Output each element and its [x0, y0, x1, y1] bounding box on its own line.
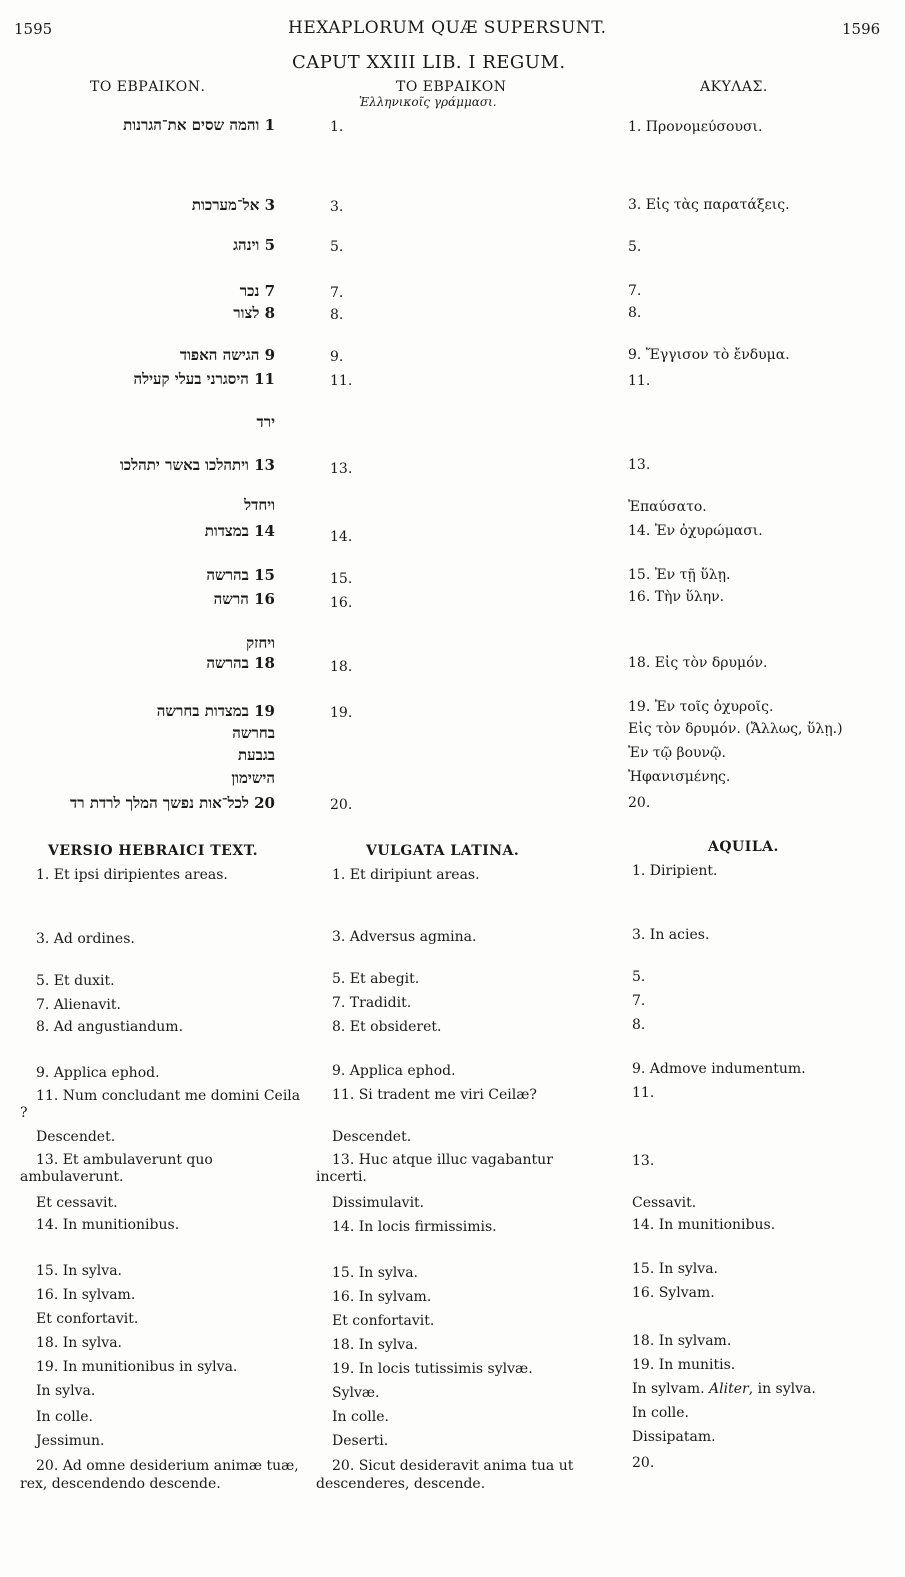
versio-line: Jessimun.: [36, 1433, 105, 1449]
hebrew-line: בגבעת: [237, 746, 275, 764]
aquila-greek-line: 7.: [628, 283, 642, 299]
chapter-title: CAPUT XXIII LIB. I REGUM.: [292, 52, 566, 73]
aquila-latin-text: In sylvam.: [632, 1381, 705, 1397]
aquila-latin-line: 11.: [632, 1085, 655, 1101]
hebrew-line: 14 במצדות: [204, 522, 275, 540]
aquila-greek-line: 3. Εἰς τὰς παρατάξεις.: [628, 197, 790, 213]
hebrew-line: בחרשה: [232, 724, 275, 742]
aquila-latin-line: 15. In sylva.: [632, 1261, 718, 1277]
vulgata-line: 11. Si tradent me viri Ceilæ?: [332, 1087, 537, 1103]
aquila-latin-line: 18. In sylvam.: [632, 1333, 732, 1349]
column-head-aquila-latin: AQUILA.: [708, 839, 779, 855]
hebrew-line: ירד: [256, 413, 275, 431]
aquila-greek-line: 9. Ἔγγισον τὸ ἔνδυμα.: [628, 347, 790, 363]
hebrew-line: 7 נכר: [239, 282, 275, 300]
verse-number: 14.: [330, 529, 353, 545]
hebrew-line: 1 והמה שסים את־הגרנות: [123, 116, 275, 134]
verse-number: 11.: [330, 373, 353, 389]
aquila-latin-line: 1. Diripient.: [632, 863, 718, 879]
versio-line: 19. In munitionibus in sylva.: [36, 1359, 238, 1375]
aquila-latin-line: 9. Admove indumentum.: [632, 1061, 806, 1077]
aquila-greek-line: Ἐπαύσατο.: [628, 499, 707, 515]
verse-number: 19.: [330, 705, 353, 721]
aquila-greek-line: 18. Εἰς τὸν δρυμόν.: [628, 655, 768, 671]
vulgata-line: 1. Et diripiunt areas.: [332, 867, 480, 883]
vulgata-line: 19. In locis tutissimis sylvæ.: [332, 1361, 533, 1377]
verse-number: 3.: [330, 199, 344, 215]
aquila-greek-line: 8.: [628, 305, 642, 321]
versio-line: In colle.: [36, 1409, 93, 1425]
aquila-greek-line: Ἠφανισμένης.: [628, 769, 731, 785]
aquila-latin-line: 20.: [632, 1455, 655, 1471]
versio-line: 20. Ad omne desiderium animæ tuæ, rex, descendendo descende.: [20, 1458, 299, 1492]
versio-line: 14. In munitionibus.: [36, 1217, 180, 1233]
column-head-translit: ΤΟ ΕΒΡΑΙΚΟΝ: [396, 79, 507, 95]
versio-line: 15. In sylva.: [36, 1263, 122, 1279]
hebrew-line: 16 הרשה: [213, 590, 275, 608]
versio-line: 9. Applica ephod.: [36, 1065, 160, 1081]
hebrew-line: 5 וינהג: [233, 236, 275, 254]
column-head-hebrew: ΤΟ ΕΒΡΑΙΚΟΝ.: [90, 79, 206, 95]
aquila-latin-italic: Aliter: [709, 1381, 749, 1397]
verse-number: 18.: [330, 659, 353, 675]
vulgata-line: Dissimulavit.: [332, 1195, 425, 1211]
verse-number: 16.: [330, 595, 353, 611]
aquila-latin-line: 8.: [632, 1017, 646, 1033]
hebrew-line: 11 היסגרני בעלי קעילה: [133, 370, 275, 388]
aquila-latin-line: Cessavit.: [632, 1195, 697, 1211]
verse-number: 9.: [330, 349, 344, 365]
aquila-greek-line: 19. Ἐν τοῖς ὀχυροῖς.: [628, 699, 774, 715]
versio-line: 11. Num concludant me domini Ceila ?: [20, 1088, 301, 1121]
hebrew-line: 8 לצור: [233, 304, 275, 322]
versio-line: Et confortavit.: [36, 1311, 139, 1327]
aquila-greek-line: 11.: [628, 373, 651, 389]
column-subhead-translit: Ἑλληνικοῖς γράμμασι.: [359, 95, 497, 109]
aquila-latin-line: 19. In munitis.: [632, 1357, 736, 1373]
versio-line: 8. Ad angustiandum.: [36, 1019, 184, 1035]
vulgata-line: 14. In locis firmissimis.: [332, 1219, 497, 1235]
verse-number: 8.: [330, 307, 344, 323]
versio-line: 1. Et ipsi diripientes areas.: [36, 867, 228, 883]
versio-line: 13. Et ambulaverunt quo ambulaverunt.: [20, 1152, 213, 1185]
aquila-greek-line: Εἰς τὸν δρυμόν. (Ἄλλως, ὕλῃ.): [628, 721, 843, 737]
vulgata-line: 16. In sylvam.: [332, 1289, 432, 1305]
verse-number: 7.: [330, 285, 344, 301]
hebrew-line: ויחזק: [246, 634, 275, 652]
vulgata-line: Et confortavit.: [332, 1313, 435, 1329]
hebrew-line: 18 בהרשה: [206, 654, 275, 672]
versio-line: In sylva.: [36, 1383, 96, 1399]
versio-line: Descendet.: [36, 1129, 116, 1145]
vulgata-line: In colle.: [332, 1409, 389, 1425]
hebrew-line: הישימון: [231, 769, 275, 787]
column-head-versio-hebraici: VERSIO HEBRAICI TEXT.: [48, 843, 259, 859]
vulgata-line: 9. Applica ephod.: [332, 1063, 456, 1079]
page-number-right: 1596: [842, 20, 881, 38]
hebrew-line: 19 במצדות בחרשה: [156, 702, 275, 720]
hebrew-line: 9 הגישה האפוד: [179, 346, 275, 364]
aquila-latin-line: In colle.: [632, 1405, 689, 1421]
aquila-latin-line: [632, 1382, 816, 1396]
vulgata-line: 20. Sicut desideravit anima tua ut descenderes, descende.: [316, 1458, 574, 1492]
vulgata-line: 13. Huc atque illuc vagabantur incerti.: [316, 1152, 553, 1185]
versio-line: 7. Alienavit.: [36, 997, 121, 1013]
vulgata-line: 15. In sylva.: [332, 1265, 418, 1281]
aquila-latin-line: 13.: [632, 1153, 655, 1169]
hebrew-line: 20 לכל־אות נפשך המלך לרדת רד: [70, 794, 275, 812]
running-title: HEXAPLORUM QUÆ SUPERSUNT.: [288, 18, 607, 38]
vulgata-line: 7. Tradidit.: [332, 995, 412, 1011]
versio-line: 3. Ad ordines.: [36, 931, 135, 947]
aquila-greek-line: Ἐν τῷ βουνῷ.: [628, 745, 726, 761]
verse-number: 13.: [330, 461, 353, 477]
hebrew-line: 3 אל־מערכות: [191, 196, 275, 214]
versio-line: 18. In sylva.: [36, 1335, 122, 1351]
vulgata-line: 3. Adversus agmina.: [332, 929, 477, 945]
vulgata-line: 5. Et abegit.: [332, 971, 420, 987]
column-head-vulgata: VULGATA LATINA.: [366, 843, 520, 859]
verse-number: 5.: [330, 239, 344, 255]
vulgata-line: Deserti.: [332, 1433, 389, 1449]
aquila-latin-line: 14. In munitionibus.: [632, 1217, 776, 1233]
hebrew-line: 13 ויתהלכו באשר יתהלכו: [119, 456, 275, 474]
verse-number: 20.: [330, 797, 353, 813]
vulgata-line: Descendet.: [332, 1129, 412, 1145]
aquila-greek-line: 20.: [628, 795, 651, 811]
aquila-greek-line: 14. Ἐν ὀχυρώμασι.: [628, 523, 763, 539]
verse-number: 1.: [330, 119, 344, 135]
aquila-greek-line: 5.: [628, 239, 642, 255]
versio-line: Et cessavit.: [36, 1195, 118, 1211]
aquila-greek-line: 16. Τὴν ὕλην.: [628, 589, 725, 605]
hebrew-line: ויחדל: [244, 496, 275, 514]
hebrew-line: 15 בהרשה: [206, 566, 275, 584]
aquila-greek-line: 13.: [628, 457, 651, 473]
column-head-aquila-greek: ΑΚΥΛΑΣ.: [700, 79, 768, 95]
aquila-latin-line: 3. In acies.: [632, 927, 710, 943]
versio-line: 5. Et duxit.: [36, 973, 115, 989]
page-number-left: 1595: [14, 20, 53, 38]
aquila-latin-line: 16. Sylvam.: [632, 1285, 715, 1301]
versio-line: 16. In sylvam.: [36, 1287, 136, 1303]
verse-number: 15.: [330, 571, 353, 587]
aquila-latin-line: 5.: [632, 969, 646, 985]
aquila-greek-line: 15. Ἐν τῇ ὕλῃ.: [628, 567, 731, 583]
aquila-latin-line: 7.: [632, 993, 646, 1009]
aquila-latin-text: , in sylva.: [748, 1381, 816, 1397]
aquila-greek-line: 1. Προνομεύσουσι.: [628, 119, 763, 135]
vulgata-line: 8. Et obsideret.: [332, 1019, 442, 1035]
vulgata-line: Sylvæ.: [332, 1385, 380, 1401]
aquila-latin-line: Dissipatam.: [632, 1429, 716, 1445]
vulgata-line: 18. In sylva.: [332, 1337, 418, 1353]
